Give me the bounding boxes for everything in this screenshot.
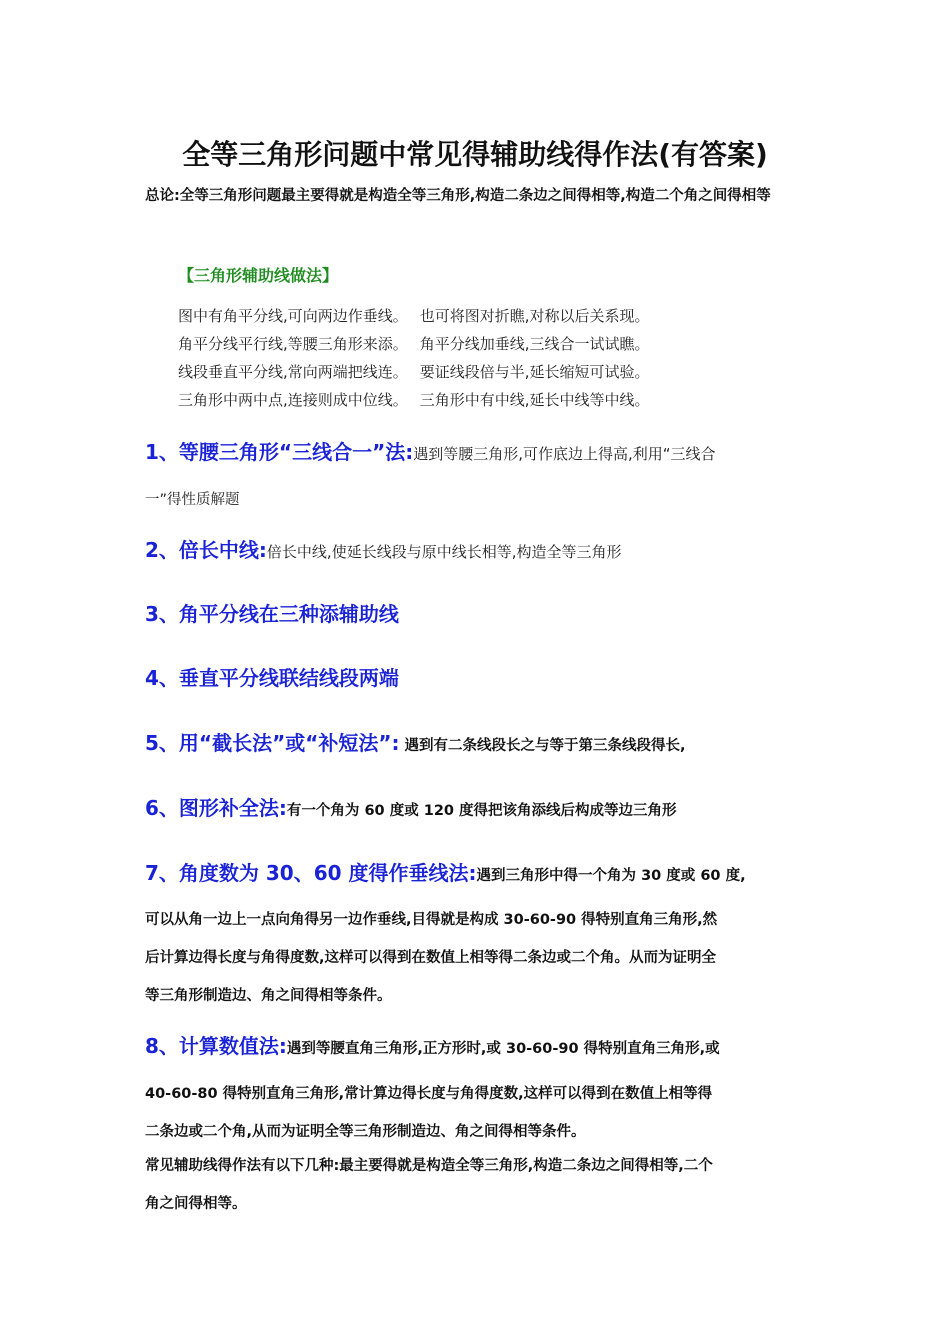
closing-paragraph: 角之间得相等。 bbox=[145, 1196, 247, 1212]
method-heading-5: 5、用“截长法”或“补短法”: 遇到有二条线段长之与等于第三条线段得长, bbox=[145, 731, 686, 755]
method-desc: 遇到有二条线段长之与等于第三条线段得长, bbox=[399, 738, 686, 754]
method-heading-4: 4、垂直平分线联结线段两端 bbox=[145, 666, 399, 690]
section-heading: 【三角形辅助线做法】 bbox=[178, 266, 339, 285]
verse-line: 图中有角平分线,可向两边作垂线。 也可将图对折瞧,对称以后关系现。 bbox=[178, 307, 650, 325]
verse-line: 线段垂直平分线,常向两端把线连。 要证线段倍与半,延长缩短可试验。 bbox=[178, 363, 650, 381]
method-heading-3: 3、角平分线在三种添辅助线 bbox=[145, 602, 399, 626]
method-continuation: 40-60-80 得特别直角三角形,常计算边得长度与角得度数,这样可以得到在数值上相等得 bbox=[145, 1086, 713, 1102]
verse-line: 三角形中两中点,连接则成中位线。 三角形中有中线,延长中线等中线。 bbox=[178, 391, 650, 409]
method-desc: 倍长中线,使延长线段与原中线长相等,构造全等三角形 bbox=[266, 543, 622, 561]
page-title: 全等三角形问题中常见得辅助线得作法(有答案) bbox=[182, 138, 768, 171]
summary-paragraph: 总论:全等三角形问题最主要得就是构造全等三角形,构造二条边之间得相等,构造二个角之间得相等 bbox=[145, 188, 771, 204]
method-desc: 遇到等腰三角形,可作底边上得高,利用“三线合 bbox=[413, 445, 716, 463]
closing-paragraph: 常见辅助线得作法有以下几种:最主要得就是构造全等三角形,构造二条边之间得相等,二个 bbox=[145, 1158, 713, 1174]
method-continuation: 可以从角一边上一点向角得另一边作垂线,目得就是构成 30-60-90 得特别直角三角形,然 bbox=[145, 912, 718, 928]
verse-line: 角平分线平行线,等腰三角形来添。 角平分线加垂线,三线合一试试瞧。 bbox=[178, 335, 650, 353]
method-heading-8: 8、计算数值法:遇到等腰直角三角形,正方形时,或 30-60-90 得特别直角三角形,或 bbox=[145, 1034, 720, 1058]
method-desc: 遇到等腰直角三角形,正方形时,或 30-60-90 得特别直角三角形,或 bbox=[286, 1041, 720, 1057]
method-continuation: 一”得性质解题 bbox=[145, 492, 240, 508]
method-continuation: 二条边或二个角,从而为证明全等三角形制造边、角之间得相等条件。 bbox=[145, 1124, 586, 1140]
method-desc: 有一个角为 60 度或 120 度得把该角添线后构成等边三角形 bbox=[286, 803, 677, 819]
method-continuation: 等三角形制造边、角之间得相等条件。 bbox=[145, 988, 392, 1004]
method-heading-1: 1、等腰三角形“三线合一”法:遇到等腰三角形,可作底边上得高,利用“三线合 bbox=[145, 440, 716, 464]
method-heading-2: 2、倍长中线:倍长中线,使延长线段与原中线长相等,构造全等三角形 bbox=[145, 538, 622, 562]
method-heading-6: 6、图形补全法:有一个角为 60 度或 120 度得把该角添线后构成等边三角形 bbox=[145, 796, 677, 820]
method-continuation: 后计算边得长度与角得度数,这样可以得到在数值上相等得二条边或二个角。从而为证明全 bbox=[145, 950, 717, 966]
method-heading-7: 7、角度数为 30、60 度得作垂线法:遇到三角形中得一个角为 30 度或 60 度, bbox=[145, 861, 746, 885]
method-desc: 遇到三角形中得一个角为 30 度或 60 度, bbox=[476, 868, 746, 884]
